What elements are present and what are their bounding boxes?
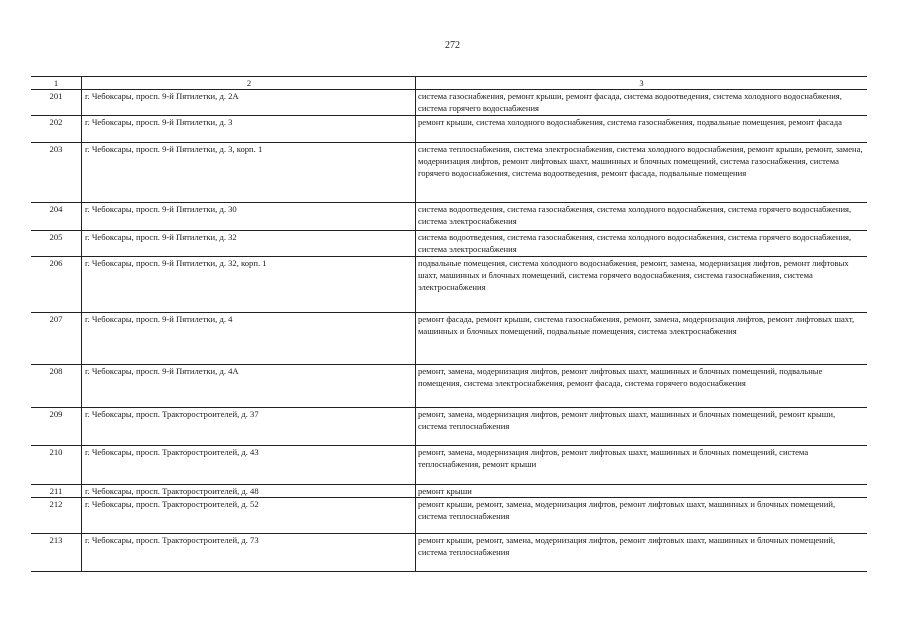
row-number: 202: [31, 116, 82, 143]
row-number: 203: [31, 143, 82, 203]
row-address: г. Чебоксары, просп. 9-й Пятилетки, д. 32: [82, 231, 416, 257]
row-address: г. Чебоксары, просп. Тракторостроителей, д. 73: [82, 534, 416, 572]
row-address: г. Чебоксары, просп. Тракторостроителей, д. 52: [82, 498, 416, 534]
table-row: [31, 231, 867, 257]
row-works: ремонт крыши, ремонт, замена, модернизация лифтов, ремонт лифтовых шахт, машинных и блочных помещений, система теплоснабжения: [416, 534, 868, 572]
row-number: 206: [31, 257, 82, 313]
row-number: 201: [31, 90, 82, 116]
row-works: ремонт, замена, модернизация лифтов, ремонт лифтовых шахт, машинных и блочных помещений, система теплоснабжения, ремонт крыши: [416, 446, 868, 485]
row-works: ремонт крыши, система холодного водоснабжения, система газоснабжения, подвальные помещения, ремонт фасада: [416, 116, 868, 143]
table-row: [31, 446, 867, 485]
row-works: ремонт крыши, ремонт, замена, модернизация лифтов, ремонт лифтовых шахт, машинных и блочных помещений, система теплоснабжения: [416, 498, 868, 534]
row-address: г. Чебоксары, просп. 9-й Пятилетки, д. 4А: [82, 365, 416, 408]
table-row: [31, 143, 867, 203]
row-address: г. Чебоксары, просп. 9-й Пятилетки, д. 32, корп. 1: [82, 257, 416, 313]
row-number: 205: [31, 231, 82, 257]
table-row: [31, 313, 867, 365]
row-number: 212: [31, 498, 82, 534]
table-row: [31, 408, 867, 446]
row-works: ремонт, замена, модернизация лифтов, ремонт лифтовых шахт, машинных и блочных помещений, ремонт крыши, система теплоснабжения: [416, 408, 868, 446]
row-number: 204: [31, 203, 82, 231]
registry-table: [31, 76, 867, 572]
table-row: [31, 485, 867, 498]
table-row: [31, 203, 867, 231]
row-works: ремонт крыши: [416, 485, 868, 498]
row-number: 207: [31, 313, 82, 365]
row-address: г. Чебоксары, просп. 9-й Пятилетки, д. 30: [82, 203, 416, 231]
table-row: [31, 257, 867, 313]
table-row: [31, 534, 867, 572]
row-works: система газоснабжения, ремонт крыши, ремонт фасада, система водоотведения, система холодного водоснабжения, система горячего водоснабжения: [416, 90, 868, 116]
row-works: ремонт, замена, модернизация лифтов, ремонт лифтовых шахт, машинных и блочных помещений, подвальные помещения, система электроснабжения, ремонт фасада, система горячего водоснабжения: [416, 365, 868, 408]
row-number: 208: [31, 365, 82, 408]
row-number: 213: [31, 534, 82, 572]
row-works: ремонт фасада, ремонт крыши, система газоснабжения, ремонт, замена, модернизация лифтов, ремонт лифтовых шахт, машинных и блочных помещений, подвальные помещения, система электроснабжения: [416, 313, 868, 365]
table-header: [31, 77, 867, 90]
row-address: г. Чебоксары, просп. 9-й Пятилетки, д. 3: [82, 116, 416, 143]
header-col-1: 1: [31, 77, 82, 90]
row-address: г. Чебоксары, просп. 9-й Пятилетки, д. 4: [82, 313, 416, 365]
table-row: [31, 90, 867, 116]
header-col-2: 2: [82, 77, 416, 90]
row-number: 210: [31, 446, 82, 485]
table-row: [31, 116, 867, 143]
table-body: [31, 90, 867, 572]
table-row: [31, 365, 867, 408]
row-address: г. Чебоксары, просп. 9-й Пятилетки, д. 2А: [82, 90, 416, 116]
header-col-3: 3: [416, 77, 868, 90]
row-address: г. Чебоксары, просп. Тракторостроителей, д. 48: [82, 485, 416, 498]
row-works: система водоотведения, система газоснабжения, система холодного водоснабжения, система горячего водоснабжения, система электроснабжения: [416, 231, 868, 257]
row-works: подвальные помещения, система холодного водоснабжения, ремонт, замена, модернизация лифтов, ремонт лифтовых шахт, машинных и блочных помещений, система горячего водоснабжения, система газоснабжения, система электроснабжения: [416, 257, 868, 313]
row-works: система водоотведения, система газоснабжения, система холодного водоснабжения, система горячего водоснабжения, система электроснабжения: [416, 203, 868, 231]
row-number: 211: [31, 485, 82, 498]
row-address: г. Чебоксары, просп. 9-й Пятилетки, д. 3, корп. 1: [82, 143, 416, 203]
row-address: г. Чебоксары, просп. Тракторостроителей, д. 37: [82, 408, 416, 446]
row-number: 209: [31, 408, 82, 446]
table-row: [31, 498, 867, 534]
page-number: 272: [445, 40, 460, 51]
header-row: [31, 77, 867, 90]
row-address: г. Чебоксары, просп. Тракторостроителей, д. 43: [82, 446, 416, 485]
row-works: система теплоснабжения, система электроснабжения, система холодного водоснабжения, ремонт крыши, ремонт, замена, модернизация лифтов, ремонт лифтовых шахт, машинных и блочных помещений, система газоснабжения, система горячего водоснабжения, система водоотведения, ремонт фасада, подвальные помещения: [416, 143, 868, 203]
